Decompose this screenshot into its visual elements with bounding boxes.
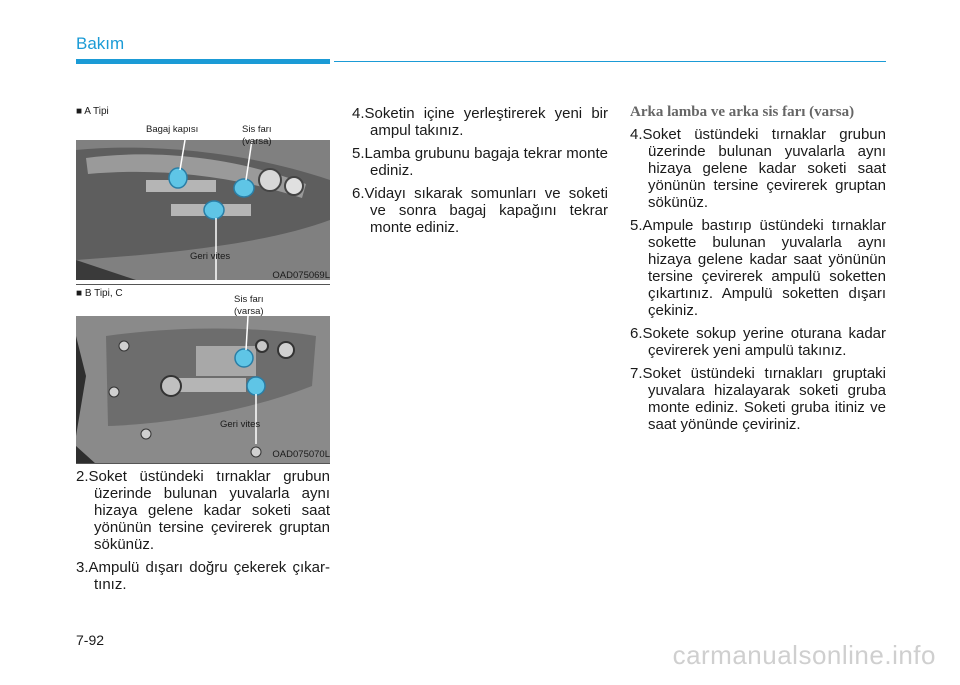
header-rule-thick (76, 59, 330, 64)
figure-divider (76, 463, 330, 464)
figure-type-a (76, 106, 330, 284)
tail-lamp-illustration (76, 316, 330, 464)
figure-code: OAD075069L (272, 270, 330, 281)
callout-reverse: Geri vites (190, 251, 231, 262)
step-item: 4.Soketin içine yerleştirerek yeni bir ampul takınız. (352, 105, 608, 139)
figure-code: OAD075070L (272, 449, 330, 460)
steps-column-2 (352, 105, 608, 242)
callout-fog-lamp (242, 124, 272, 148)
callout-fog-lamp-note: (varsa) (234, 306, 264, 317)
step-item: 3.Ampulü dışarı doğru çekerek çıkar-tınız. (76, 559, 330, 593)
steps-column-3 (630, 126, 886, 439)
figure-type-label: ■ B Tipi, C (76, 288, 123, 299)
section-subheading: Arka lamba ve arka sis farı (varsa) (630, 104, 855, 120)
step-item: 6.Vidayı sıkarak somunları ve soketi ve sonra bagaj kapağını tekrar monte ediniz. (352, 185, 608, 236)
step-item: 4.Soket üstündeki tırnaklar grubun üzerinde bulunan yuvalarla aynı hizaya gelene kadar soketi saat yönünün tersine çevirerek gruptan sökünüz. (630, 126, 886, 211)
watermark: carmanualsonline.info (672, 640, 936, 670)
section-title: Bakım (76, 34, 125, 53)
callout-fog-lamp-note: (varsa) (242, 136, 272, 147)
figure-divider (76, 284, 330, 285)
step-item: 6.Sokete sokup yerine oturana kadar çevirerek yeni ampulü takınız. (630, 325, 886, 359)
callout-fog-lamp (234, 294, 264, 318)
page-number: 7-92 (76, 632, 105, 648)
step-item: 2.Soket üstündeki tırnaklar grubun üzerinde bulunan yuvalarla aynı hizaya gelene kadar soketi saat yönünün tersine çevirerek gruptan sökünüz. (76, 468, 330, 553)
figure-type-b (76, 288, 330, 464)
figure-type-label: ■ A Tipi (76, 106, 109, 117)
header-rule-thin (334, 61, 886, 62)
callout-reverse: Geri vites (220, 419, 261, 430)
callout-fog-lamp-text: Sis farı (242, 124, 272, 135)
callout-fog-lamp-text: Sis farı (234, 294, 264, 305)
step-item: 5.Lamba grubunu bagaja tekrar monte ediniz. (352, 145, 608, 179)
step-item: 7.Soket üstündeki tırnakları gruptaki yuvalara hizalayarak soketi gruba monte ediniz. Soketi gruba itiniz ve saat yönünde çeviriniz. (630, 365, 886, 433)
tail-lamp-photo (76, 316, 330, 464)
steps-column-1 (76, 468, 330, 599)
callout-trunk-lid: Bagaj kapısı (146, 124, 199, 135)
step-item: 5.Ampule bastırıp üstündeki tırnaklar sokette bulunan yuvalarla aynı hizaya gelene kadar saat yönünün tersine çevirerek ampulü soketten çıkartınız. Ampulü soketten dışarı çekiniz. (630, 217, 886, 319)
